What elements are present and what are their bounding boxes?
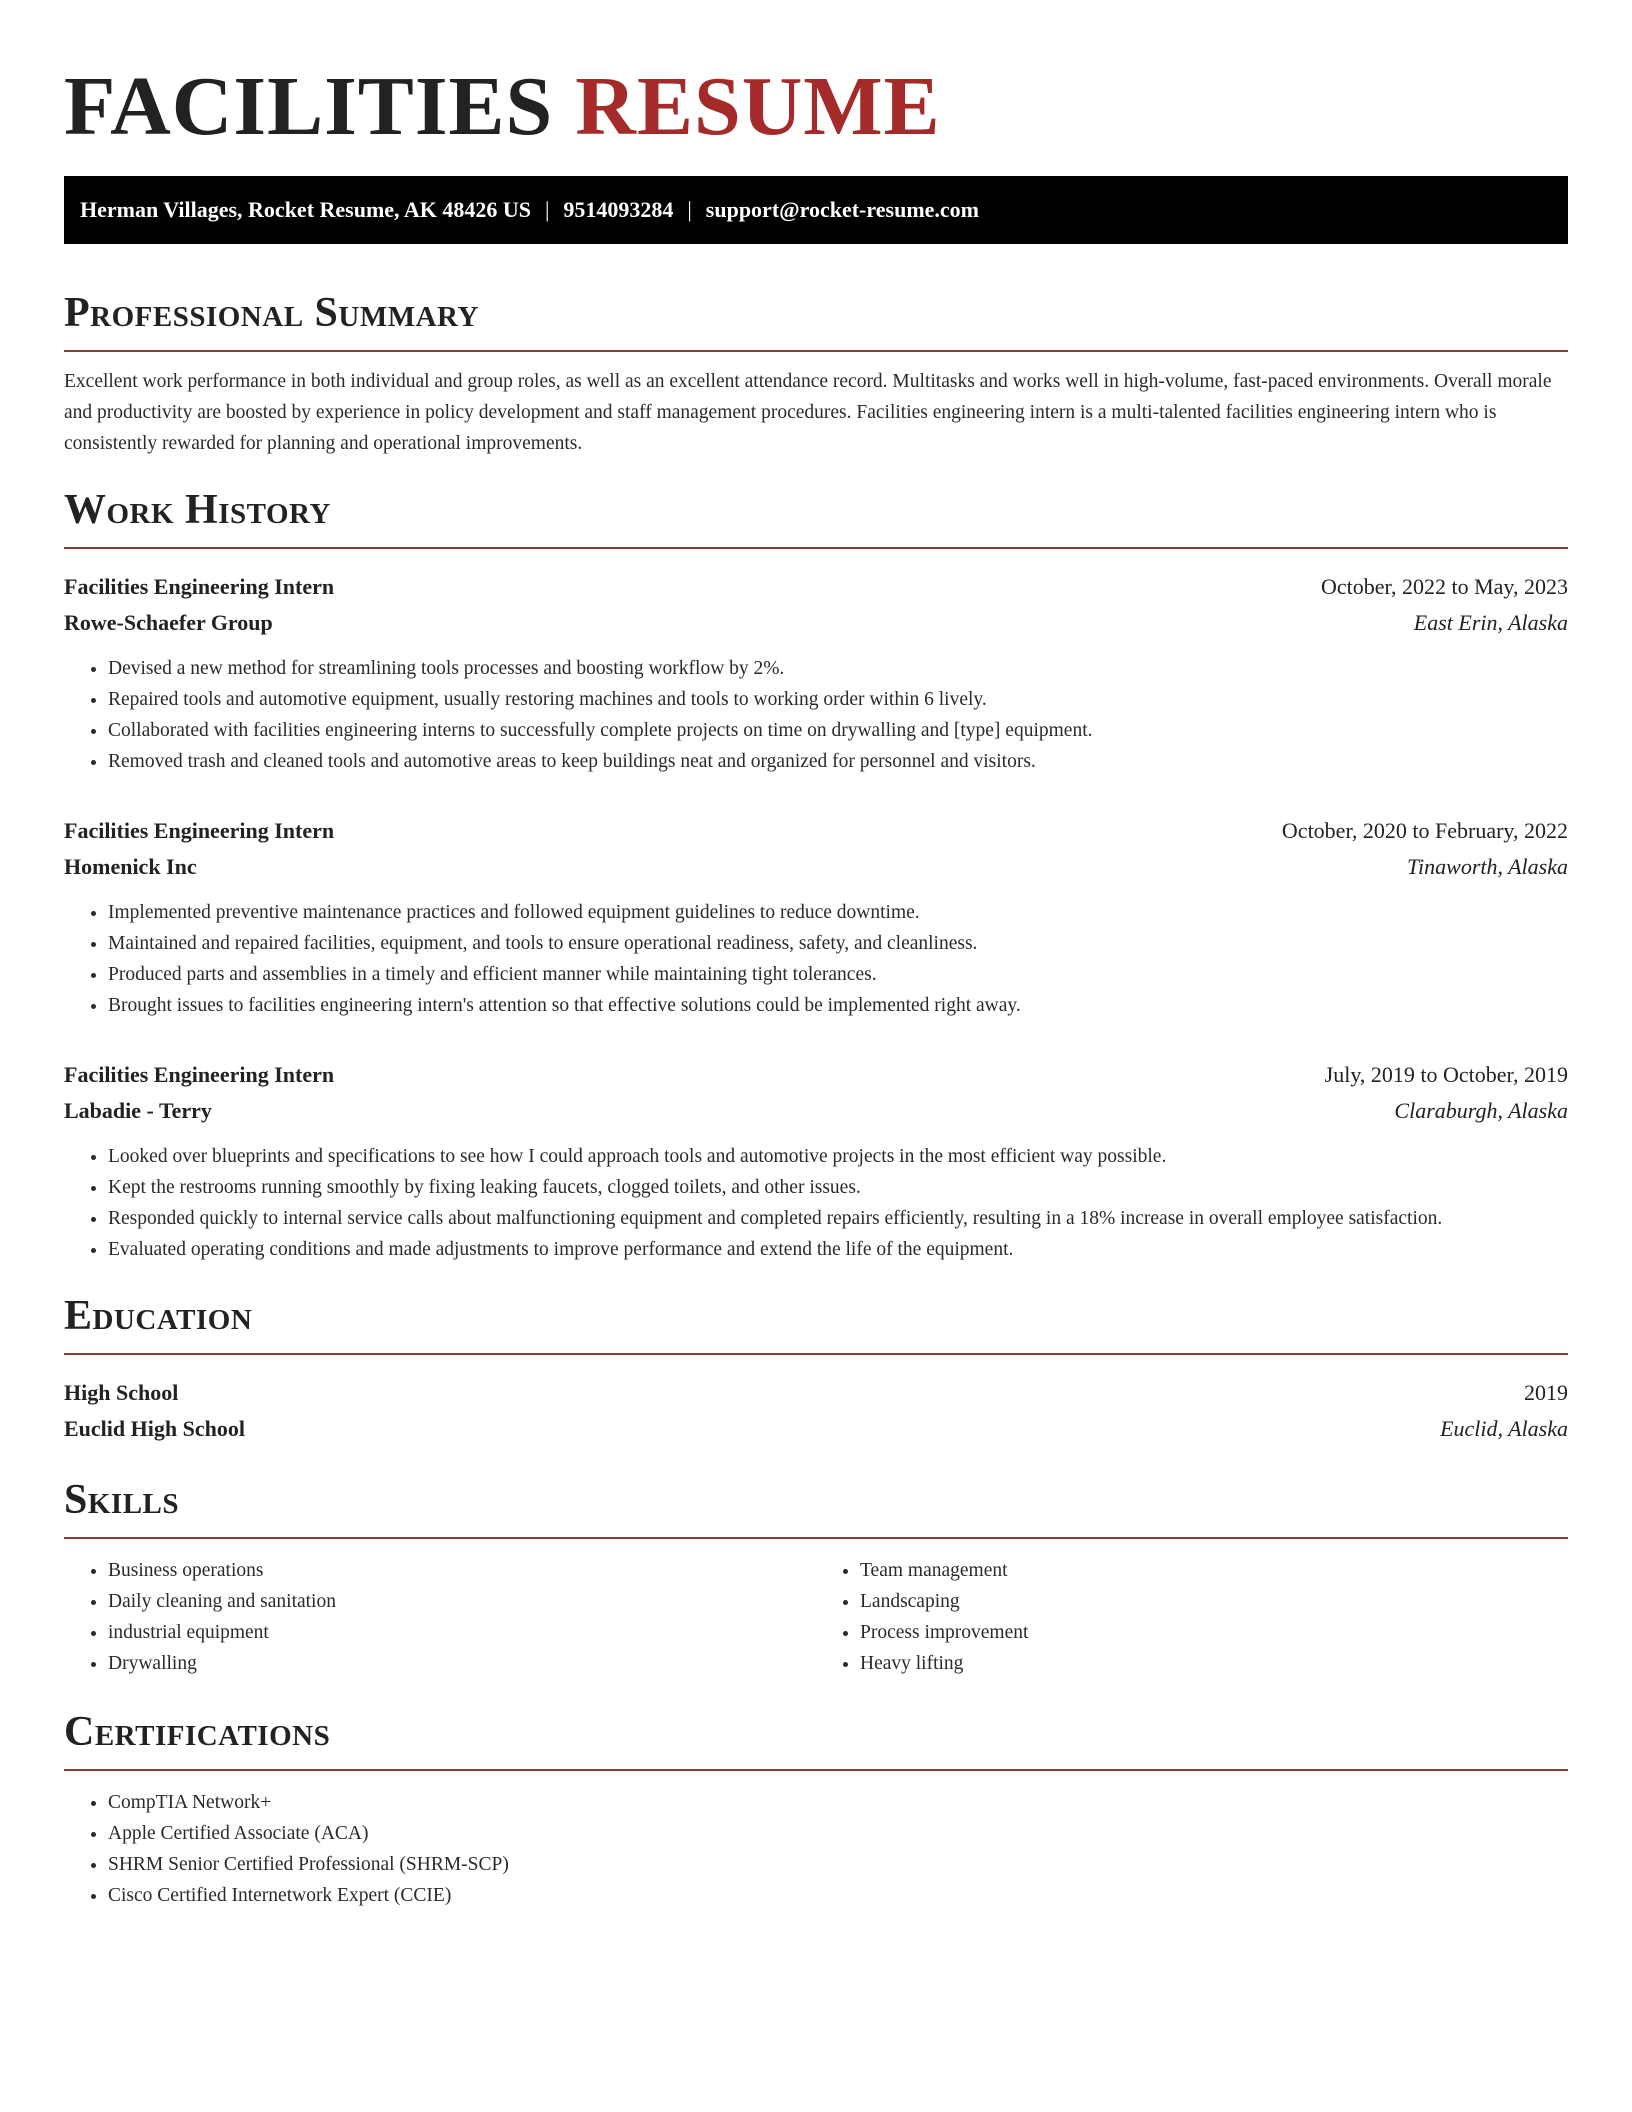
contact-address: Herman Villages, Rocket Resume, AK 48426 US [80, 197, 531, 222]
job-bullet: • Brought issues to facilities engineering intern's attention so that effective solutions could be implemented right away. [108, 990, 1568, 1021]
skills-grid [64, 1555, 1568, 1679]
title-accent: RESUME [575, 60, 941, 153]
skill-item: • Team management [860, 1555, 1568, 1586]
contact-separator: | [687, 197, 692, 222]
skills-column-right [816, 1555, 1568, 1679]
certification-item: • CompTIA Network+ [108, 1787, 1568, 1818]
job-bullets [64, 653, 1568, 777]
skill-item: • Daily cleaning and sanitation [108, 1586, 816, 1617]
job-company: Labadie - Terry [64, 1098, 212, 1123]
job-bullet: • Collaborated with facilities engineering interns to successfully complete projects on time on drywalling and [type] equipment. [108, 715, 1568, 746]
section-heading-education: Education [64, 1291, 1568, 1355]
job-header-row [64, 1057, 1568, 1093]
certification-item: • SHRM Senior Certified Professional (SHRM-SCP) [108, 1849, 1568, 1880]
job-bullet: • Repaired tools and automotive equipment, usually restoring machines and tools to working order within 6 lively. [108, 684, 1568, 715]
job-company-row [64, 605, 1568, 641]
job-entry [64, 813, 1568, 1021]
title-main: FACILITIES [64, 60, 554, 153]
summary-section [64, 288, 1568, 459]
certification-item: • Cisco Certified Internetwork Expert (CCIE) [108, 1880, 1568, 1911]
education-section [64, 1291, 1568, 1447]
job-header-row [64, 569, 1568, 605]
section-heading-certifications: Certifications [64, 1707, 1568, 1771]
job-company-row [64, 1093, 1568, 1129]
job-bullet: • Removed trash and cleaned tools and automotive areas to keep buildings neat and organized for personnel and visitors. [108, 746, 1568, 777]
certifications-list [64, 1787, 1568, 1911]
certifications-section [64, 1707, 1568, 1911]
resume-title [64, 0, 1568, 156]
job-bullet: • Implemented preventive maintenance practices and followed equipment guidelines to reduce downtime. [108, 897, 1568, 928]
skill-item: • Drywalling [108, 1648, 816, 1679]
skills-column-left [64, 1555, 816, 1679]
job-company-row [64, 849, 1568, 885]
job-bullet: • Kept the restrooms running smoothly by fixing leaking faucets, clogged toilets, and other issues. [108, 1172, 1568, 1203]
job-location: Claraburgh, Alaska [1394, 1098, 1568, 1123]
section-heading-work-history: Work History [64, 485, 1568, 549]
job-bullet: • Maintained and repaired facilities, equipment, and tools to ensure operational readiness, safety, and cleanliness. [108, 928, 1568, 959]
job-dates: October, 2020 to February, 2022 [1281, 818, 1568, 843]
job-header-row [64, 813, 1568, 849]
job-company: Rowe-Schaefer Group [64, 610, 273, 635]
skill-item: • industrial equipment [108, 1617, 816, 1648]
job-dates: October, 2022 to May, 2023 [1321, 574, 1568, 599]
education-school: Euclid High School [64, 1416, 245, 1441]
education-entry [64, 1375, 1568, 1447]
skill-item: • Process improvement [860, 1617, 1568, 1648]
education-year: 2019 [1524, 1380, 1568, 1405]
contact-email[interactable]: support@rocket-resume.com [705, 197, 979, 222]
contact-bar [64, 176, 1568, 244]
job-location: East Erin, Alaska [1413, 610, 1568, 635]
section-heading-summary: Professional Summary [64, 288, 1568, 352]
education-header-row [64, 1375, 1568, 1411]
job-bullets [64, 1141, 1568, 1265]
summary-text: Excellent work performance in both individual and group roles, as well as an excellent attendance record. Multitasks and works well in high-volume, fast-paced environments. Overall morale and productivity are boosted by experience in policy development and staff management procedures. Facilities engineering intern is a multi-talented facilities engineering intern who is consistently rewarded for planning and operational improvements. [64, 371, 1552, 454]
job-title: Facilities Engineering Intern [64, 818, 335, 843]
section-heading-skills: Skills [64, 1475, 1568, 1539]
job-location: Tinaworth, Alaska [1407, 854, 1568, 879]
education-degree: High School [64, 1380, 179, 1405]
skills-section [64, 1475, 1568, 1679]
certification-item: • Apple Certified Associate (ACA) [108, 1818, 1568, 1849]
job-dates: July, 2019 to October, 2019 [1324, 1062, 1568, 1087]
work-history-section [64, 485, 1568, 1265]
job-bullet: • Devised a new method for streamlining tools processes and boosting workflow by 2%. [108, 653, 1568, 684]
job-bullet: • Responded quickly to internal service calls about malfunctioning equipment and completed repairs efficiently, resulting in a 18% increase in overall employee satisfaction. [108, 1203, 1568, 1234]
skill-item: • Heavy lifting [860, 1648, 1568, 1679]
skill-item: • Landscaping [860, 1586, 1568, 1617]
resume-page [64, 0, 1568, 1911]
contact-separator: | [544, 197, 550, 222]
job-bullet: • Looked over blueprints and specifications to see how I could approach tools and automotive projects in the most efficient way possible. [108, 1141, 1568, 1172]
education-school-row [64, 1411, 1568, 1447]
job-bullet: • Produced parts and assemblies in a timely and efficient manner while maintaining tight tolerances. [108, 959, 1568, 990]
job-bullets [64, 897, 1568, 1021]
job-entry [64, 1057, 1568, 1265]
job-title: Facilities Engineering Intern [64, 574, 335, 599]
job-bullet: • Evaluated operating conditions and made adjustments to improve performance and extend the life of the equipment. [108, 1234, 1568, 1265]
job-company: Homenick Inc [64, 854, 197, 879]
contact-phone[interactable]: 9514093284 [563, 197, 674, 222]
education-location: Euclid, Alaska [1440, 1416, 1568, 1441]
job-title: Facilities Engineering Intern [64, 1062, 335, 1087]
skill-item: • Business operations [108, 1555, 816, 1586]
job-entry [64, 569, 1568, 777]
